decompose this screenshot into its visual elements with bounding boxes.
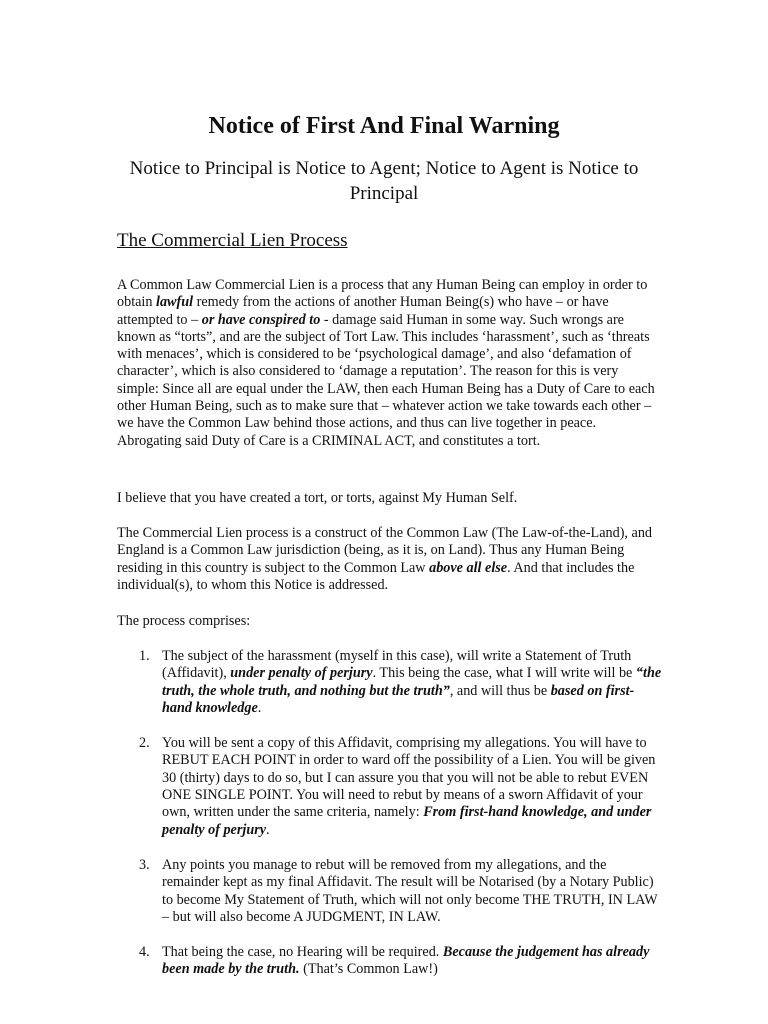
process-steps-list [117,648,662,997]
list-item [117,735,662,839]
emphasis-text: under penalty of perjury [230,665,373,682]
emphasis-text: based on first-hand knowledge [162,682,635,716]
text-run: A Common Law Commercial Lien is a process that any Human Being can employ in order to obtain [117,277,648,311]
paragraph-process-comprises: The process comprises: [117,613,251,629]
document-subtitle: Notice to Principal is Notice to Agent; Notice to Agent is Notice to Principal [129,158,639,204]
emphasis-text: above all else [429,559,508,576]
list-number: 1. [139,648,150,664]
text-run: Any points you manage to rebut will be removed from my allegations, and the remainder kept as my final Affidavit. The result will be Notarised (by a Notary Public) to become My Statement of Truth, which will not only become THE TRUTH, IN LAW – but will also become A JUDGMENT, IN LAW. [162,856,658,925]
emphasis-text: Because the judgement has already been made by the truth. [162,944,650,978]
emphasis-text: “the truth, the whole truth, and nothing but the truth” [162,665,662,699]
text-run: . [257,699,262,716]
list-number: 2. [139,735,150,752]
text-run: (That’s Common Law!) [299,961,438,978]
text-run: , and will thus be [449,682,551,699]
list-item [117,857,662,926]
text-run: The Commercial Lien process is a construct of the Common Law (The Law-of-the-Land), and England is a Common Law jurisdiction (being, as it is, on Land). Thus any Human Being residing in this country is subject to the Common Law [117,525,653,576]
paragraph-intro [117,277,657,450]
text-run: You will be sent a copy of this Affidavit, comprising my allegations. You will have to REBUT EACH POINT in order to ward off the possibility of a Lien. You will be given 30 (thirty) days to do so, but I can assure you that you will not be able to rebut EVEN ONE SINGLE POINT. You will need to rebut by means of a sworn Affidavit of your own, written under the same criteria, namely: [162,735,656,821]
text-run: The subject of the harassment (myself in this case), will write a Statement of Truth (Affidavit), [162,648,632,682]
text-run: remedy from the actions of another Human Being(s) who have – or have attempted to – [117,294,609,328]
paragraph-process-construct [117,525,657,594]
list-item [117,944,662,979]
list-number: 4. [139,944,150,961]
emphasis-text: or have conspired to [201,311,321,328]
document-title: Notice of First And Final Warning [208,113,560,139]
list-number: 3. [139,856,150,873]
emphasis-text: From first-hand knowledge, and under penalty of perjury [162,804,652,838]
section-heading: The Commercial Lien Process [117,230,348,251]
paragraph-belief: I believe that you have created a tort, or torts, against My Human Self. [117,490,518,506]
list-item [117,648,662,717]
text-run: - damage said Human in some way. Such wrongs are known as “torts”, and are the subject of Tort Law. This includes ‘harassment’, such as ‘threats with menaces’, which is considered to be ‘psychological damage’, and also ‘defamation of character’, which is also considered to ‘damage a reputation’. The reason for this is very simple: Since all are equal under the LAW, then each Human Being has a Duty of Care to each other Human Being, such as to make sure that – whatever action we take towards each other – we have the Common Law behind those actions, and thus can live together in peace. Abrogating said Duty of Care is a CRIMINAL ACT, and constitutes a tort. [117,311,655,449]
text-run: That being the case, no Hearing will be required. [162,944,443,961]
text-run: . And that includes the individual(s), to whom this Notice is addressed. [117,559,635,593]
text-run: . This being the case, what I will write will be [372,665,636,682]
emphasis-text: lawful [156,294,194,311]
text-run: . [266,821,270,838]
